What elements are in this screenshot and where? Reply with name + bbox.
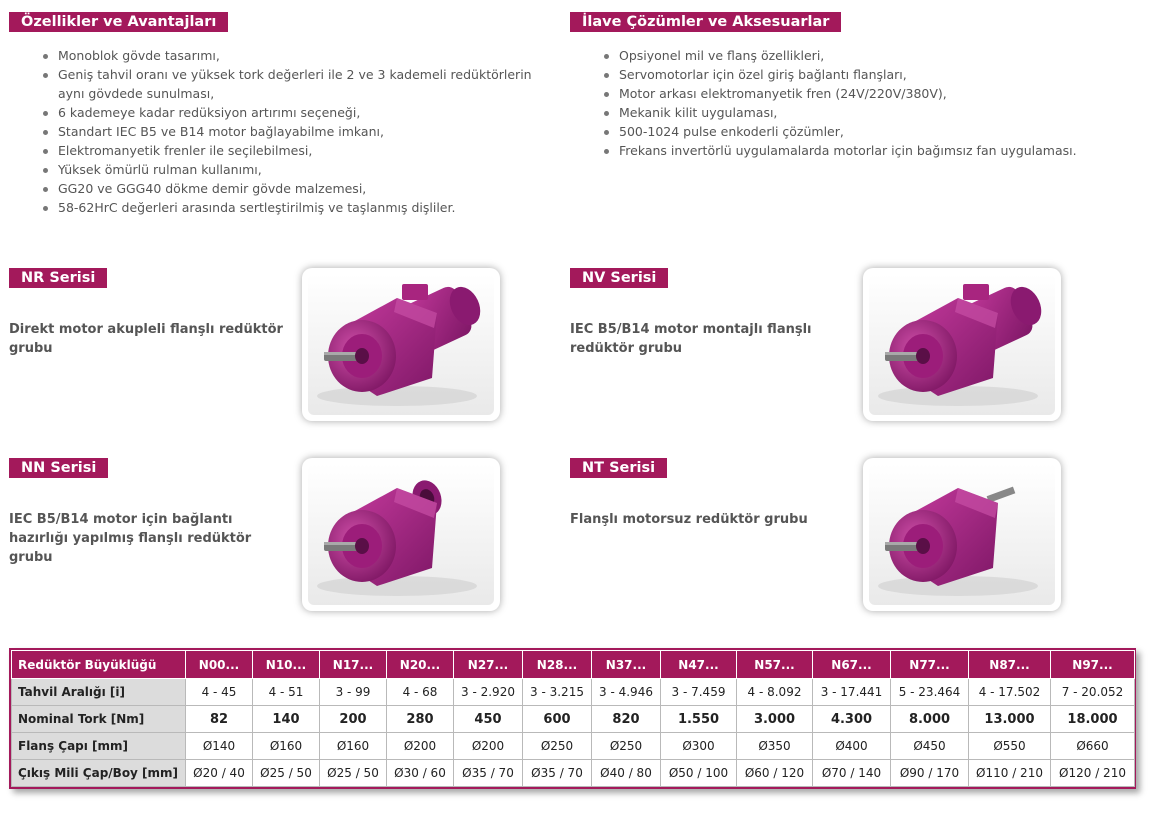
table-cell: Ø160: [253, 733, 320, 760]
table-cell: Ø300: [661, 733, 737, 760]
table-cell: 4.300: [813, 706, 891, 733]
table-cell: Ø200: [387, 733, 454, 760]
table-cell: Ø120 / 210: [1051, 760, 1135, 787]
table-cell: Ø450: [891, 733, 969, 760]
list-item: 6 kademeye kadar redüksiyon artırımı seçeneği,: [40, 103, 545, 122]
table-cell: 200: [320, 706, 387, 733]
table-cell: Ø350: [737, 733, 813, 760]
table-cell: 820: [592, 706, 661, 733]
table-cell: 5 - 23.464: [891, 679, 969, 706]
table-cell: 13.000: [969, 706, 1051, 733]
column-header: N27...: [454, 651, 523, 679]
series-title: NT Serisi: [570, 458, 667, 478]
table-cell: 18.000: [1051, 706, 1135, 733]
list-item: Opsiyonel mil ve flanş özellikleri,: [601, 46, 1121, 65]
list-item: Geniş tahvil oranı ve yüksek tork değerleri ile 2 ve 3 kademeli redüktörlerin aynı gövdede sunulması,: [40, 65, 545, 103]
gear-reducer-icon: [863, 268, 1061, 421]
column-header: N67...: [813, 651, 891, 679]
list-item: Monoblok gövde tasarımı,: [40, 46, 545, 65]
table-cell: Ø30 / 60: [387, 760, 454, 787]
table-cell: 3 - 17.441: [813, 679, 891, 706]
table-cell: Ø660: [1051, 733, 1135, 760]
list-item: Yüksek ömürlü rulman kullanımı,: [40, 160, 545, 179]
table-cell: 140: [253, 706, 320, 733]
table-cell: Ø90 / 170: [891, 760, 969, 787]
series-photo: [302, 268, 500, 421]
column-header: N28...: [523, 651, 592, 679]
column-header: N17...: [320, 651, 387, 679]
table-cell: Ø550: [969, 733, 1051, 760]
table-cell: 4 - 45: [186, 679, 253, 706]
table-cell: Ø35 / 70: [454, 760, 523, 787]
gear-reducer-icon: [302, 268, 500, 421]
table-cell: Ø40 / 80: [592, 760, 661, 787]
table-row: [12, 679, 1135, 706]
column-header: N10...: [253, 651, 320, 679]
table-cell: 8.000: [891, 706, 969, 733]
table-cell: 82: [186, 706, 253, 733]
table-cell: 7 - 20.052: [1051, 679, 1135, 706]
column-header: N00...: [186, 651, 253, 679]
features-heading: Özellikler ve Avantajları: [9, 12, 228, 32]
table-cell: 600: [523, 706, 592, 733]
table-cell: 4 - 8.092: [737, 679, 813, 706]
table-cell: Ø35 / 70: [523, 760, 592, 787]
gear-reducer-icon: [302, 458, 500, 611]
gear-reducer-icon: [863, 458, 1061, 611]
table-cell: 3.000: [737, 706, 813, 733]
extras-heading: İlave Çözümler ve Aksesuarlar: [570, 12, 841, 32]
table-header-row: [12, 651, 1135, 679]
series-photo: [863, 268, 1061, 421]
table-cell: Ø160: [320, 733, 387, 760]
series-title: NN Serisi: [9, 458, 108, 478]
column-header: N20...: [387, 651, 454, 679]
table-cell: Ø60 / 120: [737, 760, 813, 787]
series-photo: [863, 458, 1061, 611]
table-cell: Ø200: [454, 733, 523, 760]
row-header: Nominal Tork [Nm]: [12, 706, 186, 733]
table-row: [12, 733, 1135, 760]
list-item: 500-1024 pulse enkoderli çözümler,: [601, 122, 1121, 141]
table-cell: 280: [387, 706, 454, 733]
series-description: IEC B5/B14 motor için bağlantı hazırlığı yapılmış flanşlı redüktör grubu: [9, 512, 252, 565]
table-cell: Ø110 / 210: [969, 760, 1051, 787]
column-header: N57...: [737, 651, 813, 679]
table-cell: Ø400: [813, 733, 891, 760]
row-header: Flanş Çapı [mm]: [12, 733, 186, 760]
spec-table: [9, 648, 1136, 789]
list-item: 58-62HrC değerleri arasında sertleştirilmiş ve taşlanmış dişliler.: [40, 198, 545, 217]
table-cell: 3 - 7.459: [661, 679, 737, 706]
features-list: [40, 46, 545, 217]
table-header-label: Redüktör Büyüklüğü: [12, 651, 186, 679]
list-item: Mekanik kilit uygulaması,: [601, 103, 1121, 122]
list-item: Servomotorlar için özel giriş bağlantı flanşları,: [601, 65, 1121, 84]
table-cell: 4 - 68: [387, 679, 454, 706]
table-cell: 3 - 99: [320, 679, 387, 706]
series-photo: [302, 458, 500, 611]
extras-list: [601, 46, 1121, 160]
table-cell: Ø250: [523, 733, 592, 760]
table-cell: Ø250: [592, 733, 661, 760]
table-row: [12, 706, 1135, 733]
table-cell: Ø50 / 100: [661, 760, 737, 787]
table-cell: 4 - 51: [253, 679, 320, 706]
table-cell: 3 - 2.920: [454, 679, 523, 706]
column-header: N47...: [661, 651, 737, 679]
row-header: Tahvil Aralığı [i]: [12, 679, 186, 706]
table-cell: 3 - 3.215: [523, 679, 592, 706]
row-header: Çıkış Mili Çap/Boy [mm]: [12, 760, 186, 787]
list-item: Standart IEC B5 ve B14 motor bağlayabilme imkanı,: [40, 122, 545, 141]
column-header: N97...: [1051, 651, 1135, 679]
table-cell: 1.550: [661, 706, 737, 733]
table-cell: Ø25 / 50: [320, 760, 387, 787]
list-item: GG20 ve GGG40 dökme demir gövde malzemesi,: [40, 179, 545, 198]
table-cell: Ø25 / 50: [253, 760, 320, 787]
table-cell: 4 - 17.502: [969, 679, 1051, 706]
table-cell: 450: [454, 706, 523, 733]
list-item: Frekans invertörlü uygulamalarda motorlar için bağımsız fan uygulaması.: [601, 141, 1121, 160]
series-title: NV Serisi: [570, 268, 668, 288]
series-description: Direkt motor akupleli flanşlı redüktör grubu: [9, 322, 283, 356]
column-header: N87...: [969, 651, 1051, 679]
series-description: Flanşlı motorsuz redüktör grubu: [570, 512, 808, 527]
series-title: NR Serisi: [9, 268, 107, 288]
table-cell: 3 - 4.946: [592, 679, 661, 706]
column-header: N37...: [592, 651, 661, 679]
column-header: N77...: [891, 651, 969, 679]
series-description: IEC B5/B14 motor montajlı flanşlı redüktör grubu: [570, 322, 812, 356]
list-item: Elektromanyetik frenler ile seçilebilmesi,: [40, 141, 545, 160]
table-cell: Ø20 / 40: [186, 760, 253, 787]
table-cell: Ø70 / 140: [813, 760, 891, 787]
list-item: Motor arkası elektromanyetik fren (24V/220V/380V),: [601, 84, 1121, 103]
table-cell: Ø140: [186, 733, 253, 760]
table-row: [12, 760, 1135, 787]
